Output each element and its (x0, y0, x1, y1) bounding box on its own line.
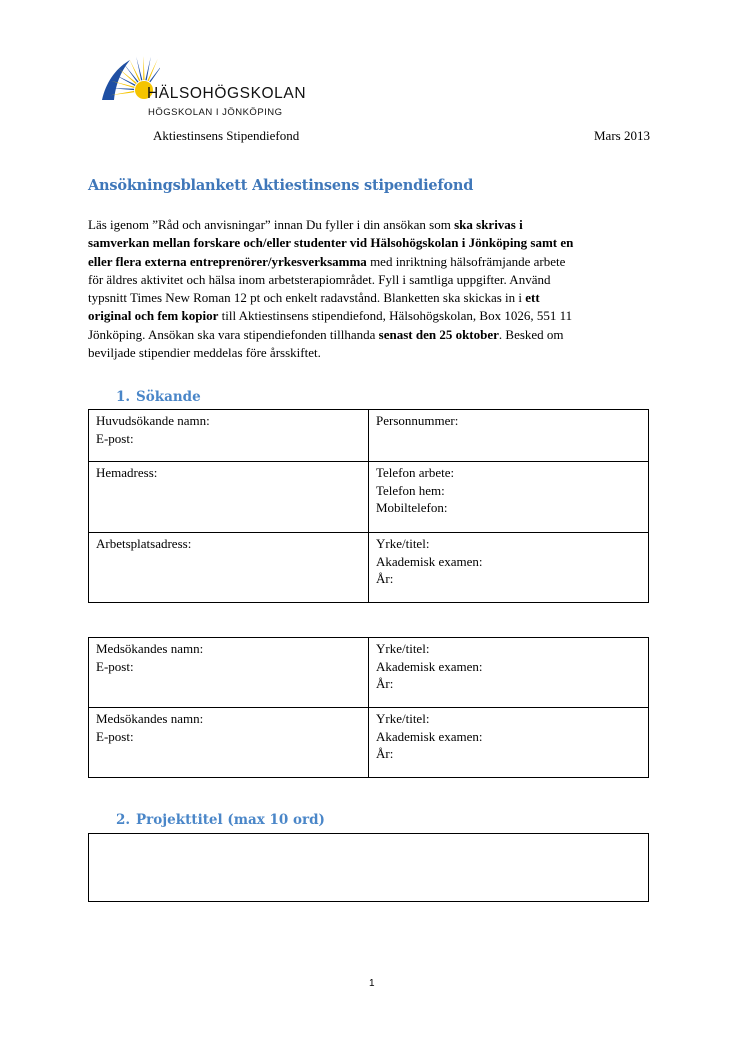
project-title-field[interactable] (88, 833, 649, 902)
section-heading-applicant: 1. Sökande (116, 389, 201, 405)
table-row (89, 533, 649, 603)
applicant-table (88, 409, 649, 603)
intro-paragraph: Läs igenom ”Råd och anvisningar” innan Du fyller i din ansökan som ska skrivas i samverkan mellan forskare och/eller studenter vid Hälsohögskolan i Jönköping samt en eller flera externa entreprenörer/yrkesverksamma med inriktning hälsofrämjande arbete för äldres aktivitet och hälsa inom arbetsterapiområdet. Fyll i samtliga uppgifter. Använd typsnitt Times New Roman 12 pt och enkelt radavstånd. Blanketten ska skickas in i ett original och fem kopior till Aktiestinsens stipendiefond, Hälsohögskolan, Box 1026, 551 11 Jönköping. Ansökan ska vara stipendiefonden tillhanda senast den 25 oktober. Besked om beviljade stipendier meddelas före årsskiftet. (88, 217, 574, 361)
co-applicant-name-email-cell[interactable]: Medsökandes namn: E-post: (89, 638, 369, 708)
hhj-logo (100, 52, 330, 124)
logo-name: HÄLSOHÖGSKOLAN (147, 85, 307, 102)
applicant-name-email-cell[interactable]: Huvudsökande namn: E-post: (89, 410, 369, 462)
page-number: 1 (369, 978, 375, 989)
header-fund-name: Aktiestinsens Stipendiefond (153, 128, 300, 143)
logo-subname: HÖGSKOLAN I JÖNKÖPING (148, 107, 283, 118)
co-applicant-profession-cell[interactable]: Yrke/titel: Akademisk examen: År: (369, 638, 649, 708)
home-address-cell[interactable]: Hemadress: (89, 462, 369, 533)
table-row (89, 708, 649, 778)
personal-number-cell[interactable]: Personnummer: (369, 410, 649, 462)
form-title: Ansökningsblankett Aktiestinsens stipendiefond (88, 177, 474, 194)
profession-degree-cell[interactable]: Yrke/titel: Akademisk examen: År: (369, 533, 649, 603)
section-heading-project-title: 2. Projekttitel (max 10 ord) (116, 812, 325, 828)
table-row (89, 462, 649, 533)
co-applicant-profession-cell[interactable]: Yrke/titel: Akademisk examen: År: (369, 708, 649, 778)
co-applicant-name-email-cell[interactable]: Medsökandes namn: E-post: (89, 708, 369, 778)
table-row (89, 410, 649, 462)
work-address-cell[interactable]: Arbetsplatsadress: (89, 533, 369, 603)
co-applicant-table (88, 637, 649, 778)
phone-numbers-cell[interactable]: Telefon arbete: Telefon hem: Mobiltelefon: (369, 462, 649, 533)
table-row (89, 638, 649, 708)
header-date: Mars 2013 (594, 128, 650, 143)
